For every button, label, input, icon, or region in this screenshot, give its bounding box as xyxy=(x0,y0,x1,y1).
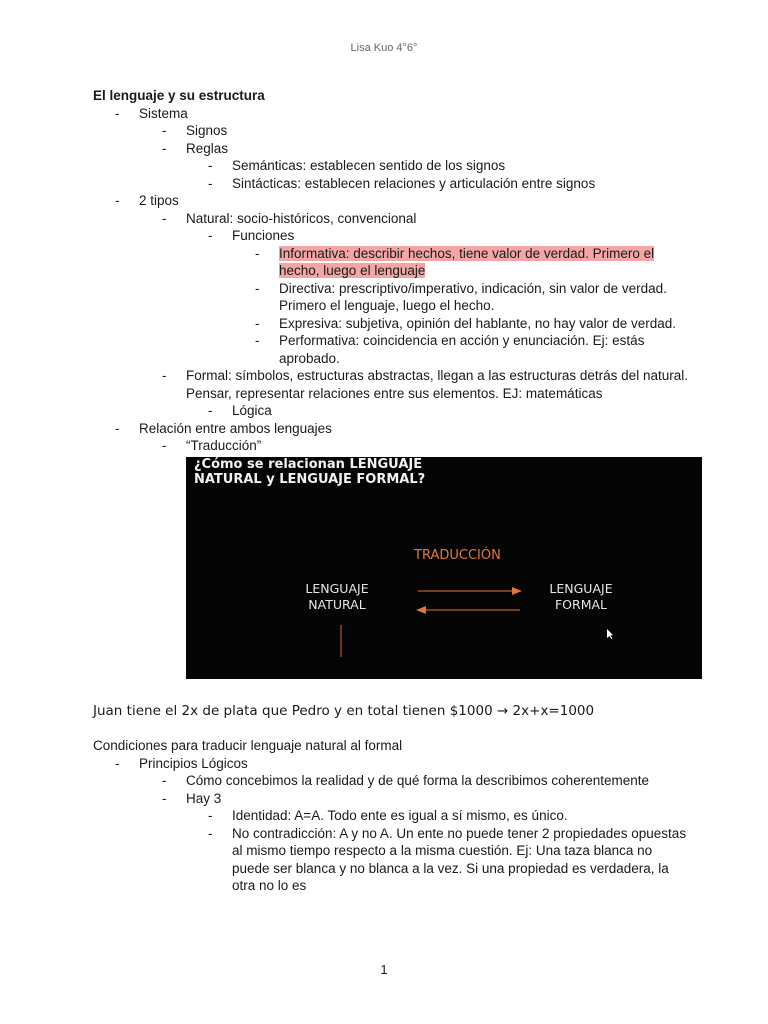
arrowhead-right-icon xyxy=(512,587,522,595)
list-item: - Sintácticas: establecen relaciones y articulación entre signos xyxy=(93,175,693,193)
outline-list xyxy=(93,105,693,455)
list-item: - No contradicción: A y no A. Un ente no puede tener 2 propiedades opuestas al mismo tiempo respecto a la misma cuestión. Ej: Una taza blanca no puede ser blanca y no blanca a la vez. Si una propiedad es verdadera, la otra no lo es xyxy=(93,825,693,895)
list-item: - Funciones xyxy=(93,227,693,245)
highlighted-text: Informativa: describir hechos, tiene valor de verdad. Primero el hecho, luego el lenguaje xyxy=(279,245,655,278)
list-item: - Performativa: coincidencia en acción y enunciación. Ej: estás aprobado. xyxy=(93,332,693,367)
list-item: - Semánticas: establecen sentido de los signos xyxy=(93,157,693,175)
list-item: - Reglas xyxy=(93,140,693,158)
section2-title: Condiciones para traducir lenguaje natural al formal xyxy=(93,738,403,753)
list-item: - Hay 3 xyxy=(93,790,693,808)
list-item: - Signos xyxy=(93,122,693,140)
list-item: - “Traducción” xyxy=(93,437,693,455)
slide-left-label: LENGUAJE NATURAL xyxy=(305,580,369,612)
list-item: - Lógica xyxy=(93,402,693,420)
header-author: Lisa Kuo 4°6° xyxy=(350,42,418,54)
slide-image xyxy=(186,457,702,679)
outline-list-2 xyxy=(93,755,693,895)
list-item: - Natural: socio-históricos, convencional xyxy=(93,210,693,228)
slide-title: ¿Cómo se relacionan LENGUAJE NATURAL y LENGUAJE FORMAL? xyxy=(194,456,426,487)
slide-center-label: TRADUCCIÓN xyxy=(414,547,501,563)
list-item: - Directiva: prescriptivo/imperativo, indicación, sin valor de verdad. Primero el lenguaje, luego el hecho. xyxy=(93,280,693,315)
document-title: El lenguaje y su estructura xyxy=(93,88,265,103)
list-item: - Identidad: A=A. Todo ente es igual a sí mismo, es único. xyxy=(93,807,693,825)
arrowhead-left-icon xyxy=(416,606,426,614)
document-body xyxy=(93,87,693,895)
list-item-highlighted xyxy=(93,245,693,280)
list-item: - Expresiva: subjetiva, opinión del hablante, no hay valor de verdad. xyxy=(93,315,693,333)
mouse-pointer-icon xyxy=(607,629,613,639)
page-number: 1 xyxy=(380,962,388,977)
equation-text: Juan tiene el 2x de plata que Pedro y en total tienen $1000 → 2x+x=1000 xyxy=(93,702,595,719)
list-item: - Formal: símbolos, estructuras abstractas, llegan a las estructuras detrás del natural. Pensar, representar relaciones entre sus elementos. EJ: matemáticas xyxy=(93,367,693,402)
list-item: - Principios Lógicos xyxy=(93,755,693,773)
list-item: - Relación entre ambos lenguajes xyxy=(93,420,693,438)
slide-right-label: LENGUAJE FORMAL xyxy=(549,580,613,612)
list-item: - Cómo concebimos la realidad y de qué forma la describimos coherentemente xyxy=(93,772,693,790)
list-item: - 2 tipos xyxy=(93,192,693,210)
list-item: - Sistema xyxy=(93,105,693,123)
slide-arrows xyxy=(186,457,702,679)
